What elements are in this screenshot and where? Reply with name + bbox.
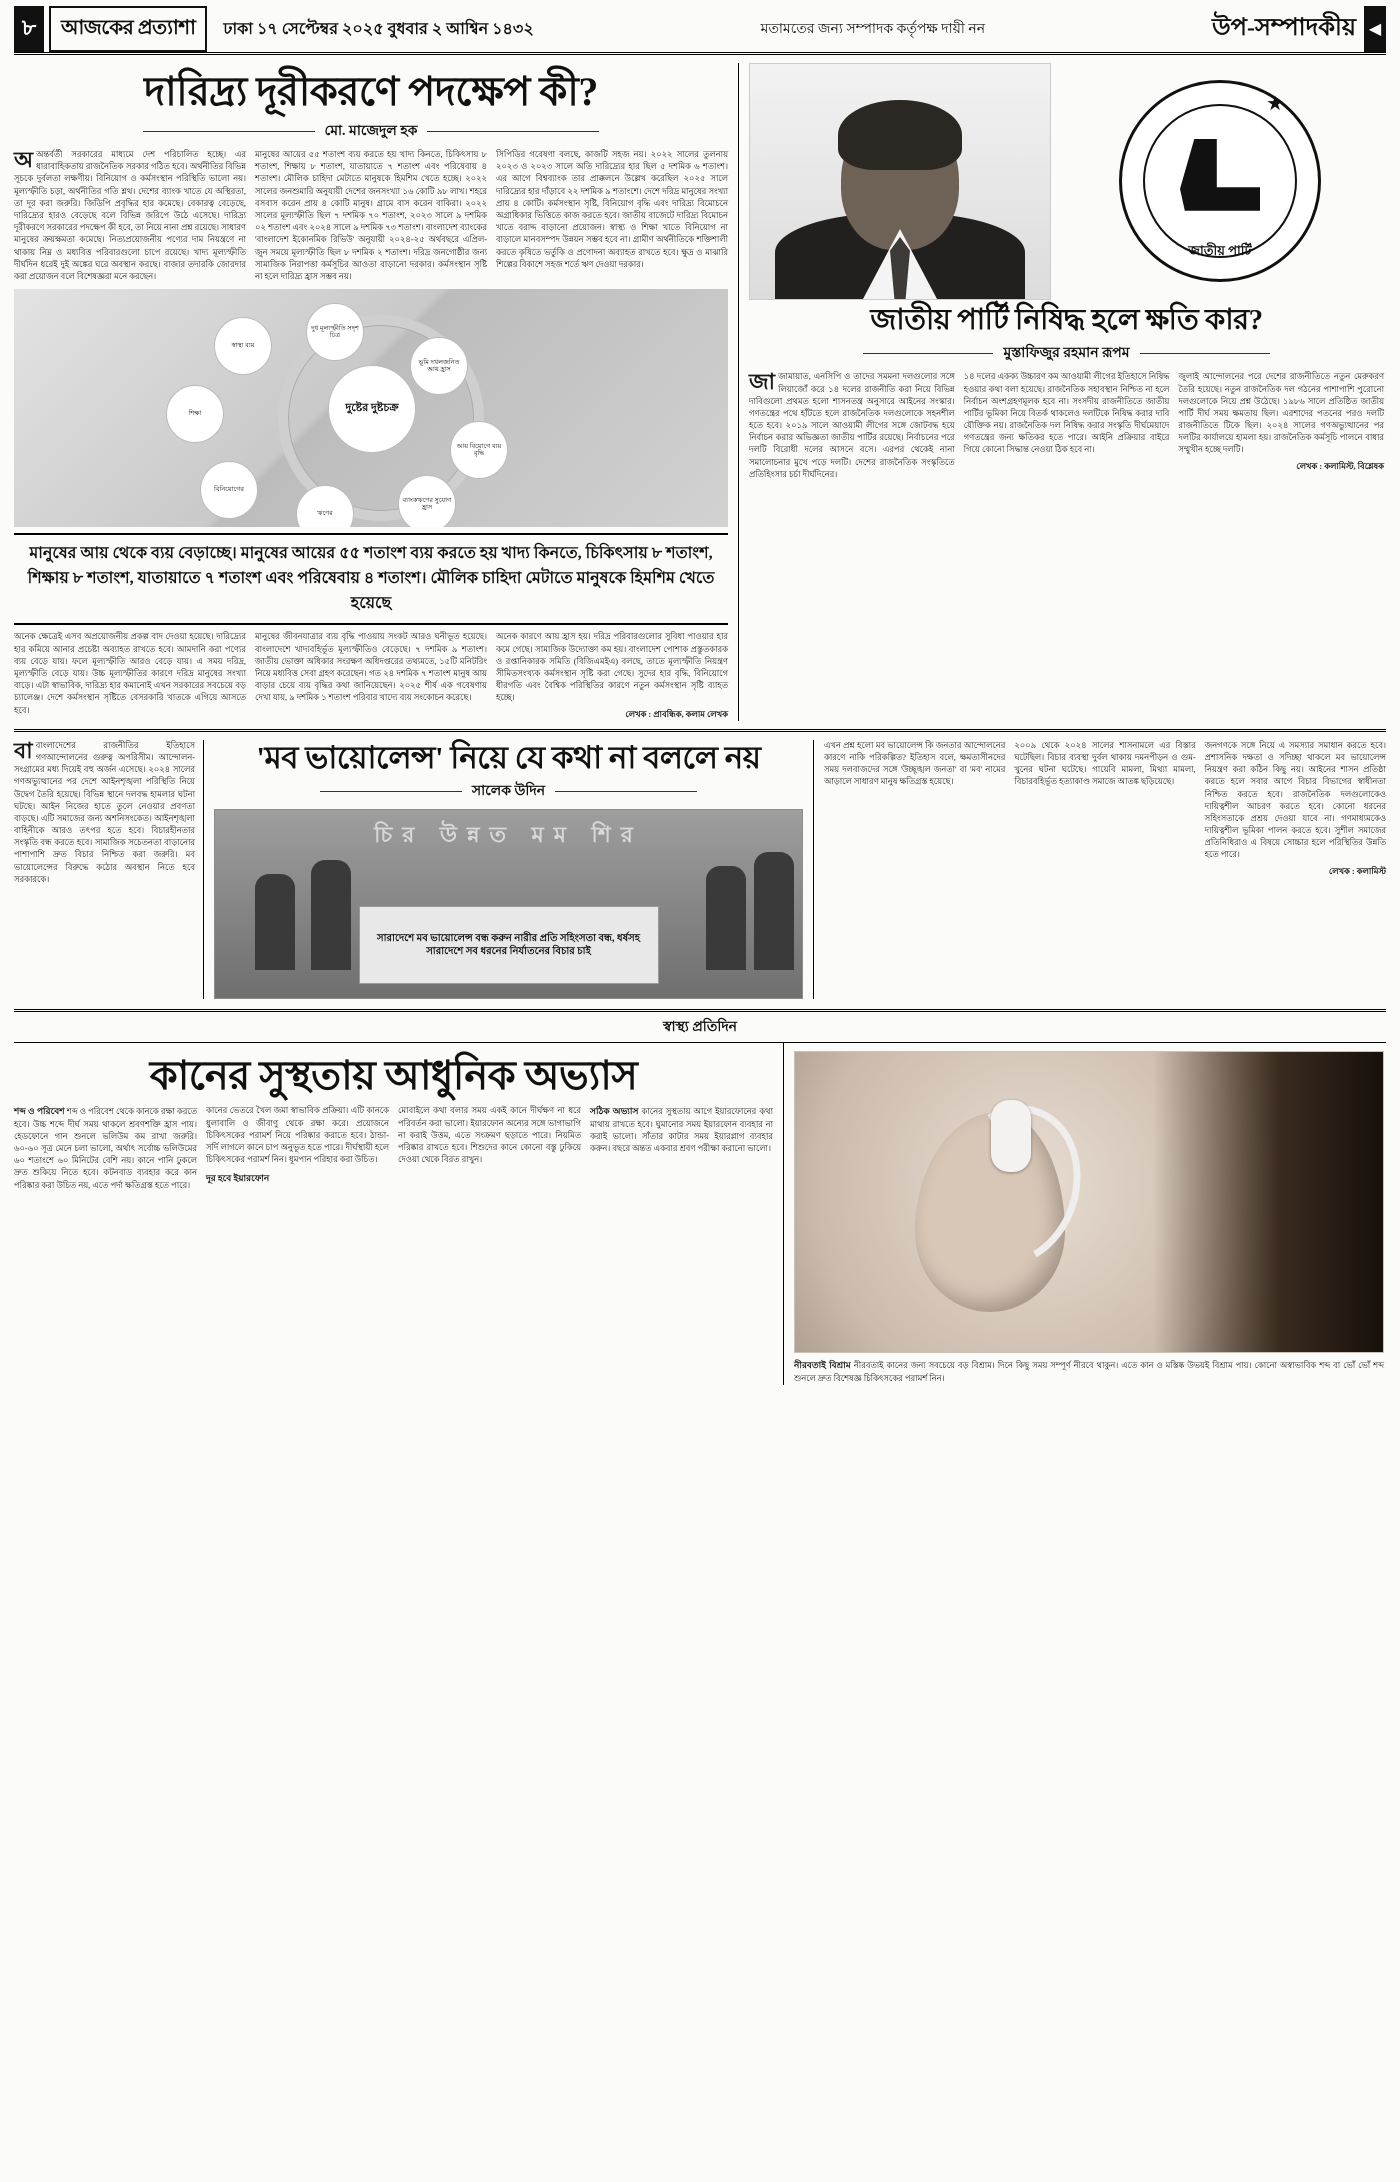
dropcap: বা: [14, 737, 33, 763]
health-col-2-text: কানের ভেতরে খৈল জমা স্বাভাবিক প্রক্রিয়া। এটি কানকে ধুলাবালি ও জীবাণু থেকে রক্ষা করে। প্রয়োজনে চিকিৎসকের পরামর্শ নিয়ে পরিষ্কার করাতে হবে। ঠান্ডা-সর্দি লাগলে কানে চাপ অনুভূত হতে পারে। দীর্ঘস্থায়ী হলে চিকিৎসকের পরামর্শ নিন। ধূমপান পরিহার করা উচিত।: [206, 1106, 389, 1165]
diagram-node-3: ব্যাংকঋণের সুযোগ হ্রাস: [398, 475, 456, 527]
mob-byline: [214, 779, 803, 803]
portrait-hair: [838, 100, 962, 170]
publication-date: ঢাকা ১৭ সেপ্টেম্বর ২০২৫ বুধবার ২ আশ্বিন ১৪৩২: [223, 20, 534, 38]
diagram-node-7: স্বাস্থ্য ব্যয়: [214, 317, 272, 375]
health-right: [784, 1043, 1384, 1384]
section-title: উপ-সম্পাদকীয়: [1211, 15, 1356, 41]
poverty-col-4-text: অনেক ক্ষেত্রেই এসব অপ্রয়োজনীয় প্রকল্প বাদ দেওয়া হয়েছে। দারিদ্র্যের হার কমিয়ে আনার প্রচেষ্টা অব্যাহত রাখতে হবে। আমদানি করা পণ্যের ব্যয় বেড়ে যায়। ফলে মূল্যস্ফীতি আরও বেড়ে যায়। এ সময় দরিদ্র, মূল্যস্ফীতি বেড়ে যায়। উচ্চ মূল্যস্ফীতির কারণে দরিদ্র মানুষের সংখ্যা বাড়ে। এটা স্বাভাবিক, দারিদ্র্য হার কমানোই এখন সরকারের সবচেয়ে বড় চ্যালেঞ্জ। দেশে কর্মসংস্থান সৃষ্টিতে বেসরকারি খাতকে এগিয়ে আসতে হবে।: [14, 632, 246, 715]
masthead: [14, 6, 1386, 55]
jatiya-party-emblem-icon: [1061, 63, 1379, 298]
party-columns: [749, 371, 1384, 481]
mob-headline: 'মব ভায়োলেন্স' নিয়ে যে কথা না বললে নয়: [256, 739, 761, 775]
poverty-col-1: [14, 149, 246, 283]
poverty-col-3: সিপিডির গবেষণা বলছে, কাজটি সহজ নয়। ২০২২ সালের তুলনায় ২০২৩ ও ২০২৩ সালে অতি দারিদ্র্যের হার ছিল ৫ দশমিক ৬ শতাংশ। এর আগে বিশ্বব্যাংক তার প্রাক্কলনে উল্লেখ করেছিল ২০২৫ সালে দারিদ্র্যের হার দাঁড়াবে ২২ দশমিক ৯ শতাংশে। দেশে দরিদ্র মানুষের সংখ্যা প্রায় ৪ কোটি। কর্মসংস্থান সৃষ্টি, বিনিয়োগ বৃদ্ধি এবং দারিদ্র্য বিমোচনে অগ্রাধিকার ভিত্তিতে কাজ করতে হবে। জাতীয় বাজেটে দারিদ্র্য বিমোচন খাতে বরাদ্দ বাড়ানো প্রয়োজন। স্বাস্থ্য ও শিক্ষা খাতে বিনিয়োগ না বাড়ালে মানবসম্পদ উন্নয়ন সম্ভব হবে না। গ্রামীণ অর্থনীতিকে শক্তিশালী করতে কৃষিতে ভর্তুকি ও প্রণোদনা অব্যাহত রাখতে হবে। ক্ষুদ্র ও মাঝারি শিল্পের বিকাশে সহজ শর্তে ঋণ দেওয়া দরকার।: [496, 150, 728, 269]
diagram-node-6: শিক্ষা: [166, 385, 224, 443]
poverty-columns-bottom: [14, 631, 728, 720]
party-byline: [749, 341, 1384, 365]
health-col-4-heading: সঠিক অভ্যাস: [590, 1106, 639, 1117]
mob-col-3-text: জনগণকে সঙ্গে নিয়ে এ সমস্যার সমাধান করতে হবে। প্রশাসনিক দক্ষতা ও সদিচ্ছা থাকলে মব ভায়োলেন্স নিয়ন্ত্রণ করা কঠিন কিছু নয়। আইনের শাসন প্রতিষ্ঠা করতে হলে সবার আগে বিচার বিভাগের স্বাধীনতা নিশ্চিত করতে হবে। রাজনৈতিক দলগুলোকেও দায়িত্বশীল আচরণ করতে হবে। কোনো ধরনের সহিংসতাকে প্রশ্রয় দেওয়া যাবে না। গণমাধ্যমকেও দায়িত্বশীল ভূমিকা পালন করতে হবে। সুশীল সমাজের প্রতিনিধিরাও এ বিষয়ে সোচ্চার হলে পরিস্থিতির উন্নতি হতে পারে।: [1204, 740, 1386, 860]
party-col-2: ১৪ দলের একক্য উচ্চারণ কম আওয়ামী লীগের ইতিহাসে নিষিদ্ধ হওয়ার কথা বলা হয়েছে। রাজনৈতিক সহাবস্থান নিশ্চিত না হলে নির্বাচন অংশগ্রহণমূলক হবে না। সংসদীয় রাজনীতিতে জাতীয় পার্টির ভূমিকা নিয়ে বিতর্ক থাকলেও দলটিকে নিষিদ্ধ করার দাবি যৌক্তিক নয়। রাজনৈতিক দল নিষিদ্ধ করার সংস্কৃতি দীর্ঘমেয়াদে গণতন্ত্রের জন্য ক্ষতিকর হতে পারে। আইনি প্রক্রিয়ার বাইরে গিয়ে কোনো সিদ্ধান্ত নেওয়া ঠিক হবে না।: [963, 372, 1170, 455]
photo-backdrop-text: চির উন্নত মম শির: [374, 822, 643, 848]
dropcap: অ: [14, 147, 34, 172]
main-content: [14, 63, 1386, 721]
plough-icon: [1180, 139, 1260, 223]
health-col-5-heading: নীরবতাই বিশ্রাম: [794, 1360, 851, 1371]
hair-region: [1153, 1052, 1383, 1352]
protester-figure: [255, 874, 295, 970]
poverty-headline: দারিদ্র্য দূরীকরণে পদক্ষেপ কী?: [144, 69, 598, 114]
health-col-3: মোবাইলে কথা বলার সময় একই কানে দীর্ঘক্ষণ না ধরে পরিবর্তন করা ভালো। ইয়ারফোন অন্যের সঙ্গে ভাগাভাগি না করাই উত্তম, এতে সংক্রমণ ছড়াতে পারে। নিয়মিত পরিষ্কার রাখতে হবে। শিশুদের কানে কোনো বস্তু ঢুকিয়ে দেওয়া থেকে বিরত রাখুন।: [398, 1106, 581, 1165]
page-number: ৮: [14, 6, 44, 52]
diagram-center-label: দুষ্টের দুষ্টচক্র: [328, 365, 416, 453]
article-poverty: [14, 63, 739, 721]
mob-left-column: [14, 737, 204, 1000]
health-col-5: [794, 1359, 1384, 1384]
diagram-node-1: ভূমি দখলজনিত আয় হ্রাস: [410, 337, 468, 395]
health-left: [14, 1043, 784, 1384]
poverty-byline: [14, 119, 728, 143]
mob-col-3: [1205, 740, 1386, 878]
poverty-col-6-text: অনেক কারণে আয় হ্রাস হয়। দরিদ্র পরিবারগুলোর সুবিধা পাওয়ার হার কমে গেছে। সামাজিক উদ্যোক্তা কম হয়। বাংলাদেশ পোশাক প্রস্তুতকারক ও রপ্তানিকারক সমিতি (বিজিএমইএ) বলছে, তাতে মূল্যস্ফীতি নিয়ন্ত্রণ সীমিতসংখ্যক কর্মসংস্থান সৃষ্টি করা গেছে। সুদের হার বৃদ্ধি, বিনিয়োগে ধীরগতি এবং বৈশ্বিক পরিস্থিতির কারণে নতুন কর্মসংস্থান সৃষ্টি ব্যাহত হচ্ছে।: [496, 632, 728, 703]
poverty-diagram: [14, 289, 728, 527]
mob-mid-column: [204, 740, 814, 1000]
emblem-label: জাতীয় পার্টি: [1188, 242, 1252, 258]
health-col-1-text: শব্দ ও পরিবেশ থেকে কানকে রক্ষা করতে হবে। উচ্চ শব্দে দীর্ঘ সময় থাকলে শ্রবণশক্তি হ্রাস পায়। হেডফোনে গান শুনলে ভলিউম কম রাখা জরুরি। ৬০-৬০ সূত্র মেনে চলা ভালো, অর্থাৎ সর্বোচ্চ ভলিউমের ৬০ শতাংশে ৬০ মিনিটের বেশি নয়। কানে পানি ঢুকলে দ্রুত শুকিয়ে নিতে হবে। কটনবাড ব্যবহার করে কান পরিষ্কার করা উচিত নয়, এতে পর্দা ক্ষতিগ্রস্ত হতে পারে।: [14, 1107, 198, 1190]
party-byline-text: মুস্তাফিজুর রহমান রূপম: [993, 346, 1139, 361]
party-headline: জাতীয় পার্টি নিষিদ্ধ হলে ক্ষতি কার?: [870, 304, 1263, 336]
party-col-1: [749, 371, 955, 481]
logo-text: আজকের প্রত্যাশা: [61, 16, 196, 39]
mob-col-2: ২০০৯ থেকে ২০২৪ সালের শাসনামলে এর বিস্তার ঘটেছিল। বিচার ব্যবস্থা দুর্বল থাকায় দমনপীড়ন ও গুম-খুনের ঘটনা ঘটেছে। গায়েবি মামলা, মিথ্যা মামলা, বিচারবহির্ভূত হত্যাকাণ্ড সমাজে আতঙ্ক ছড়িয়েছে।: [1014, 740, 1196, 787]
author-portrait-photo: [749, 63, 1051, 300]
star-icon: ★: [1266, 92, 1284, 115]
mob-col-1: এখন প্রশ্ন হলো মব ভায়োলেন্স কি জনতার আন্দোলনের কারণে নাকি পরিকল্পিত? ইতিহাস বলে, ক্ষমতাসীনদের সময় দলবাজদের সঙ্গে 'উচ্ছৃঙ্খল জনতা' বা 'মব' নামের আড়ালে সাধারণ মানুষ ক্ষতিগ্রস্ত হয়েছে।: [824, 740, 1006, 787]
newspaper-logo: [49, 6, 207, 52]
arrow-icon: ◀: [1364, 6, 1386, 52]
poverty-col-6: [496, 631, 728, 720]
health-col-4-text: কানের সুস্থতায় আগে ইয়ারফোনের কথা মাথায় রাখতে হবে। ঘুমানোর সময় ইয়ারফোন ব্যবহার না করাই ভালো। সাঁতার কাটার সময় ইয়ারপ্লাগ ব্যবহার করুন। বছরে অন্তত একবার শ্রবণ পরীক্ষা করানো ভালো।: [590, 1107, 774, 1153]
mob-protest-photo: [214, 809, 803, 999]
protester-figure: [311, 860, 351, 970]
party-col-3: [1178, 371, 1384, 481]
health-col-2-heading: দূর হবে ইয়ারফোন: [206, 1173, 270, 1184]
party-col-1-text: জামায়াত, এনসিপি ও তাদের সমমনা দলগুলোর সঙ্গে লিয়াজোঁ করে ১৪ দলের রাজনীতি করা নিয়ে বিভিন্ন দাবিগুলো প্রথমত হলো শাসনতন্ত্র অনুসারে আইনের সংস্কার। গণতন্ত্রের পথে হাঁটতে হলে রাজনৈতিক দলগুলোকে সহনশীল হতে হবে। ২০১৯ সালে আওয়ামী লীগের সঙ্গে জোটবদ্ধ হয়ে নির্বাচন করার অভিজ্ঞতা জাতীয় পার্টির রয়েছে। নির্বাচনের পরে দলটি বিরোধী দলের আসনে বসে। এরপর থেকেই নানা সমালোচনার মুখে পড়ে দলটি। দেশের রাজনৈতিক সংস্কৃতিতে প্রতিহিংসার চর্চা দীর্ঘদিনের।: [749, 372, 955, 479]
diagram-node-4: ঋণের: [296, 485, 354, 527]
poverty-byline-text: মো. মাজেদুল হক: [315, 124, 428, 139]
mob-byline-text: সালেক উদিন: [462, 784, 555, 799]
poverty-signature: লেখক : প্রাবন্ধিক, কলাম লেখক: [625, 709, 728, 719]
hearing-aid-device: [991, 1100, 1031, 1172]
poverty-col-4: [14, 631, 246, 720]
diagram-node-2: আয় বিয়োগে ব্যয় বৃদ্ধি: [450, 421, 508, 479]
poverty-figure-caption: মানুষের আয় থেকে ব্যয় বেড়াচ্ছে। মানুষের আয়ের ৫৫ শতাংশ ব্যয় করতে হয় খাদ্য কিনতে, চিকিৎসায় ৮ শতাংশ, শিক্ষায় ৮ শতাংশ, যাতায়াতে ৭ শতাংশ এবং পরিষেবায় ৪ শতাংশ। মৌলিক চাহিদা মেটাতে মানুষকে হিমশিম খেতে হয়েছে: [14, 533, 728, 625]
emblem-outer-circle: [1119, 80, 1321, 282]
party-signature: লেখক : কলামিস্ট, বিশ্লেষক: [1296, 461, 1385, 471]
protester-figure: [754, 852, 794, 970]
mob-left-body: বাংলাদেশের রাজনীতির ইতিহাসে গণআন্দোলনের গুরুত্ব অপরিসীম। আন্দোলন-সংগ্রামের মধ্য দিয়েই বহু অর্জন এসেছে। ২০২৪ সালের গণঅভ্যুত্থানের পর দেশে আইনশৃঙ্খলা পরিস্থিতি নিয়ে উদ্বেগ তৈরি হয়েছে। বিভিন্ন স্থানে দলবদ্ধ হামলার ঘটনা ঘটছে। আইন নিজের হাতে তুলে নেওয়ার প্রবণতা বাড়ছে। এটি সমাজের জন্য অশনিসংকেত। আইনশৃঙ্খলা বাহিনীকে আরও তৎপর হতে হবে। বিচারহীনতার সংস্কৃতি বন্ধ করতে হবে। সামাজিক সচেতনতা বাড়ানোর পাশাপাশি দ্রুত বিচার নিশ্চিত করা জরুরি। মব ভায়োলেন্সের বিরুদ্ধে কঠোর অবস্থান নিতে হবে সরকারকে।: [14, 740, 195, 884]
health-col-5-text: নীরবতাই কানের জন্য সবচেয়ে বড় বিশ্রাম। দিনে কিছু সময় সম্পূর্ণ নীরবে থাকুন। এতে কান ও মস্তিষ্ক উভয়ই বিশ্রাম পায়। কোনো অস্বাভাবিক শব্দ বা ভোঁ ভোঁ শব্দ শুনলে দ্রুত বিশেষজ্ঞ চিকিৎসকের পরামর্শ নিন।: [794, 1361, 1385, 1383]
party-media-row: [749, 63, 1384, 300]
dropcap: জা: [749, 369, 776, 395]
health-col-2: [206, 1105, 389, 1191]
mob-right-columns: [824, 740, 1386, 878]
health-right-columns: [794, 1359, 1384, 1384]
protest-banner-text: সারাদেশে মব ভায়োলেন্স বন্ধ করুন নারীর প্রতি সহিংসতা বন্ধ, ধর্ষসহ সারাদেশে সব ধরনের নির্যাতনের বিচার চাই: [359, 906, 659, 984]
emblem-inner-circle: [1143, 104, 1297, 258]
diagram-node-5: বিনিয়োগের: [200, 461, 258, 519]
mob-left-text: [14, 737, 195, 886]
health-col-4: [590, 1105, 773, 1191]
poverty-col-1-text: অন্তর্বর্তী সরকারের মাধ্যমে দেশ পরিচালিত হচ্ছে। এর ধারাবাহিকতায় রাজনৈতিক সরকার গঠিত হবে। অর্থনীতির বিভিন্ন সূচকে দুর্বলতা লক্ষণীয়। বিনিয়োগ ও কর্মসংস্থান পরিস্থিতি ভালো নয়। মূল্যস্ফীতি চড়া, অর্থনীতির গতি শ্লথ। দেশের ব্যাংক খাতে যে অস্থিরতা, তা দূর করা জরুরি। জিডিপি প্রবৃদ্ধির হার কমেছে। বেকারত্ব বেড়েছে, দারিদ্র্যের হারও বেড়েছে বলে বিভিন্ন জরিপে উঠে এসেছে। দারিদ্র্য দূরীকরণে সরকারের পদক্ষেপ কী হবে, তা নিয়ে নানা প্রশ্ন রয়েছে। সাধারণ মানুষের ক্রয়ক্ষমতা কমেছে। নিত্যপ্রয়োজনীয় পণ্যের দাম নিয়ন্ত্রণে না থাকায় নিম্ন ও মধ্যবিত্ত পরিবারগুলো চাপে রয়েছে। খাদ্য মূল্যস্ফীতি দীর্ঘদিন ধরেই দুই অঙ্কের ঘরে অবস্থান করছে। বাজার তদারকি জোরদার করা প্রয়োজন বলে বিশেষজ্ঞরা মনে করছেন।: [14, 150, 246, 281]
article-health: [14, 1043, 1386, 1384]
health-col-1-heading: শব্দ ও পরিবেশ: [14, 1106, 65, 1117]
article-mob-violence: [14, 729, 1386, 1000]
ear-hearing-aid-photo: [794, 1051, 1384, 1353]
poverty-columns-top: [14, 149, 728, 283]
party-col-3-text: জুলাই আন্দোলনের পরে দেশের রাজনীতিতে নতুন মেরুকরণ তৈরি হয়েছে। নতুন রাজনৈতিক দল গঠনের পাশাপাশি পুরোনো দলগুলোকে নিয়ে প্রশ্ন উঠেছে। ১৯৮৬ সালে প্রতিষ্ঠিত জাতীয় পার্টি দীর্ঘ সময় ক্ষমতায় ছিল। এরশাদের পতনের পরও দলটি রাজনীতিতে টিকে ছিল। ২০২৪ সালের গণঅভ্যুত্থানের পর দলটির কার্যালয়ে হামলা হয়। রাজনৈতিক কর্মসূচি পালনে বাধার সম্মুখীন হচ্ছে দলটি।: [1178, 372, 1385, 455]
protester-figure: [706, 866, 746, 970]
editorial-notice: মতামতের জন্য সম্পাদক কর্তৃপক্ষ দায়ী নন: [760, 22, 986, 37]
health-columns: [14, 1105, 773, 1191]
health-headline: কানের সুস্থতায় আধুনিক অভ্যাস: [149, 1053, 638, 1099]
diagram-node-0: দুধ মূল্যস্ফীতি সদৃশ চিত্র: [306, 303, 364, 361]
health-section-kicker: স্বাস্থ্য প্রতিদিন: [14, 1009, 1386, 1043]
poverty-col-2: মানুষের আয়ের ৫৫ শতাংশ ব্যয় করতে হয় খাদ্য কিনতে, চিকিৎসায় ৮ শতাংশ, শিক্ষায় ৮ শতাংশ, যাতায়াতে ৭ শতাংশ এবং পরিষেবায় ৪ শতাংশ। মৌলিক চাহিদা মেটাতে মানুষকে হিমশিম খেতে হচ্ছে। ২০২২ সালের জনশুমারি অনুযায়ী দেশের জনসংখ্যা ১৬ কোটি ৯৮ লাখ। শহরে বসবাস করেন প্রায় ৪ কোটি মানুষ। গ্রামে বাস করেন বাকিরা। ২০২২ সালের মূল্যস্ফীতি ছিল ৭ দশমিক ৭০ শতাংশ, ২০২৩ সালে ৯ দশমিক ০২ শতাংশ এবং ২০২৪ সালে ৯ দশমিক ৭৩ শতাংশ। বাংলাদেশ ব্যাংকের 'বাংলাদেশ ইকোনমিক রিভিউ' অনুযায়ী ২০২৪-২৫ অর্থবছরে এপ্রিল-জুন সময়ে মূল্যস্ফীতি ছিল ৮ দশমিক ২ শতাংশ। দরিদ্র জনগোষ্ঠীর জন্য সামাজিক নিরাপত্তা কর্মসূচির আওতা বাড়ানো দরকার। কর্মসংস্থান সৃষ্টি না হলে দারিদ্র্য হ্রাস সম্ভব নয়।: [255, 150, 487, 281]
mob-right-column: [814, 740, 1386, 1000]
poverty-col-5: মানুষের জীবনযাত্রার ব্যয় বৃদ্ধি পাওয়ায় সংকট আরও ঘনীভূত হয়েছে। বাংলাদেশে খাদ্যবহির্ভূত মূল্যস্ফীতিও বেড়েছে। ৭ দশমিক ৯ শতাংশ। জাতীয় ভোক্তা অধিকার সংরক্ষণ অধিদপ্তরের তথ্যমতে, ১৫টি মনিটরিং নিয়ে মধ্যবিত্ত সেবা গ্রহণ করেছেন। গত ২৪ দশমিক ৭ শতাংশ মানুষ আয় বাড়ার চেয়ে ব্যয় বৃদ্ধির কথা জানিয়েছেন। ২০২৫ শীর্ষ এক গবেষণায় দেখা যায়, ৯ দশমিক ১ শতাংশ পরিবার খাদ্যে ব্যয় সংকোচন করেছে।: [255, 632, 487, 703]
article-party: [739, 63, 1384, 721]
mob-signature: লেখক : কলামিস্ট: [1328, 866, 1386, 876]
health-col-1: [14, 1105, 197, 1191]
